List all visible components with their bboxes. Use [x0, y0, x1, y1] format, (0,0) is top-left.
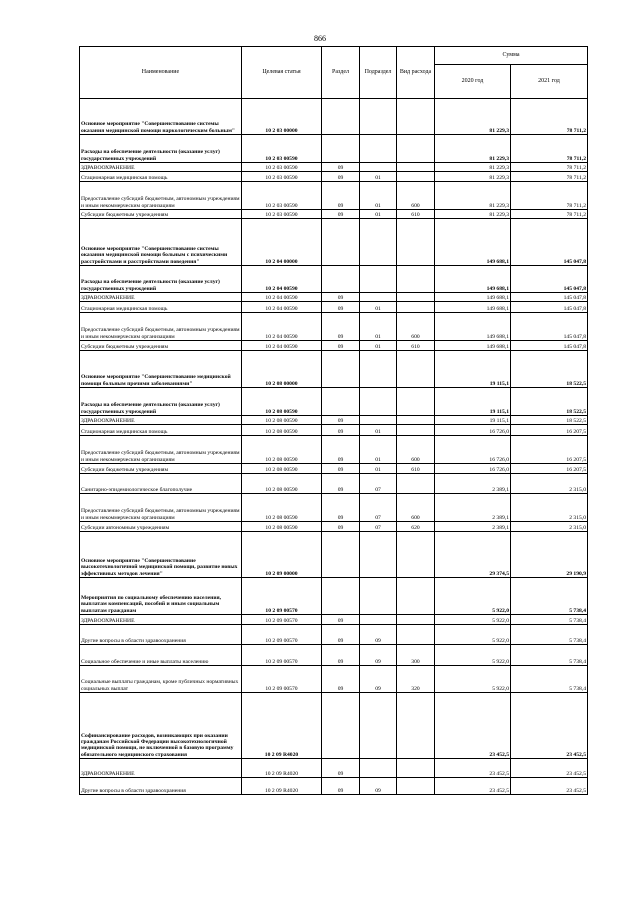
cell-name: Субсидии бюджетным учреждениям [80, 210, 242, 219]
cell-2020: 81 229,3 [435, 210, 511, 219]
cell-target: 10 2 08 00590 [242, 464, 322, 474]
cell-2020: 81 229,3 [435, 99, 511, 135]
cell-exptype [397, 778, 435, 795]
cell-2021: 5 738,4 [511, 578, 588, 615]
cell-subsection: 01 [360, 436, 397, 464]
cell-2020: 23 452,5 [435, 693, 511, 759]
cell-name: Другие вопросы в области здравоохранения [80, 778, 242, 795]
cell-2020: 16 726,0 [435, 425, 511, 436]
cell-target: 10 2 08 00590 [242, 388, 322, 416]
cell-name: Расходы на обеспечение деятельности (оказание услуг) государственных учреждений [80, 388, 242, 416]
cell-exptype: 610 [397, 341, 435, 351]
cell-2021: 29 190,9 [511, 532, 588, 578]
cell-exptype [397, 532, 435, 578]
header-2020: 2020 год [435, 65, 511, 99]
cell-target: 10 2 08 00590 [242, 474, 322, 494]
cell-section: 09 [322, 522, 360, 532]
cell-2021: 18 522,5 [511, 388, 588, 416]
table-row [80, 172, 588, 182]
cell-2020: 2 389,1 [435, 522, 511, 532]
cell-2020: 5 922,0 [435, 615, 511, 625]
cell-section: 09 [322, 778, 360, 795]
table-body [80, 99, 588, 795]
cell-exptype [397, 416, 435, 425]
cell-section: 09 [322, 313, 360, 341]
cell-2020: 16 726,0 [435, 436, 511, 464]
table-row [80, 436, 588, 464]
cell-2021: 78 711,2 [511, 99, 588, 135]
cell-target: 10 2 09 00570 [242, 578, 322, 615]
cell-exptype: 620 [397, 522, 435, 532]
table-row [80, 293, 588, 302]
cell-section [322, 532, 360, 578]
cell-target: 10 2 09 R4020 [242, 778, 322, 795]
cell-section: 09 [322, 645, 360, 666]
cell-target: 10 2 08 00590 [242, 494, 322, 522]
cell-target: 10 2 04 00590 [242, 266, 322, 293]
cell-section: 09 [322, 436, 360, 464]
cell-2020: 149 688,1 [435, 266, 511, 293]
cell-exptype [397, 474, 435, 494]
cell-exptype [397, 172, 435, 182]
table-row [80, 522, 588, 532]
cell-name: Предоставление субсидий бюджетным, автономным учреждениям и иным некоммерческим организациям [80, 494, 242, 522]
cell-subsection: 01 [360, 172, 397, 182]
table-row [80, 666, 588, 693]
cell-exptype [397, 135, 435, 163]
cell-2020: 23 452,5 [435, 759, 511, 778]
cell-exptype [397, 578, 435, 615]
cell-exptype [397, 388, 435, 416]
cell-subsection [360, 693, 397, 759]
cell-2021: 145 047,8 [511, 266, 588, 293]
cell-subsection [360, 416, 397, 425]
cell-subsection [360, 532, 397, 578]
table-row [80, 313, 588, 341]
table-row [80, 759, 588, 778]
cell-exptype: 300 [397, 645, 435, 666]
cell-2021: 78 711,2 [511, 163, 588, 172]
cell-section: 09 [322, 163, 360, 172]
cell-subsection [360, 351, 397, 388]
cell-target: 10 2 03 00590 [242, 172, 322, 182]
cell-target: 10 2 03 00000 [242, 99, 322, 135]
cell-section [322, 135, 360, 163]
cell-2020: 5 922,0 [435, 578, 511, 615]
cell-subsection: 01 [360, 302, 397, 313]
cell-subsection [360, 266, 397, 293]
cell-2021: 2 315,0 [511, 494, 588, 522]
cell-2021: 18 522,5 [511, 351, 588, 388]
cell-section: 09 [322, 759, 360, 778]
cell-subsection [360, 135, 397, 163]
cell-2020: 149 688,1 [435, 219, 511, 266]
cell-2021: 23 452,5 [511, 778, 588, 795]
cell-2020: 19 115,1 [435, 388, 511, 416]
cell-section: 09 [322, 494, 360, 522]
cell-subsection: 09 [360, 625, 397, 645]
cell-exptype: 600 [397, 436, 435, 464]
table-row [80, 778, 588, 795]
table-row [80, 464, 588, 474]
table-row [80, 578, 588, 615]
cell-2020: 2 389,1 [435, 494, 511, 522]
cell-target: 10 2 03 00590 [242, 210, 322, 219]
cell-name: Другие вопросы в области здравоохранения [80, 625, 242, 645]
cell-target: 10 2 09 R4020 [242, 759, 322, 778]
cell-exptype: 600 [397, 313, 435, 341]
cell-subsection: 09 [360, 778, 397, 795]
cell-target: 10 2 04 00590 [242, 313, 322, 341]
cell-exptype: 610 [397, 210, 435, 219]
cell-section: 09 [322, 182, 360, 210]
cell-target: 10 2 04 00590 [242, 341, 322, 351]
table-row [80, 494, 588, 522]
cell-name: Субсидии автономным учреждениям [80, 522, 242, 532]
table-row [80, 416, 588, 425]
cell-exptype [397, 293, 435, 302]
cell-2021: 145 047,8 [511, 302, 588, 313]
cell-target: 10 2 09 00000 [242, 532, 322, 578]
cell-section: 09 [322, 425, 360, 436]
cell-target: 10 2 04 00000 [242, 219, 322, 266]
cell-name: Предоставление субсидий бюджетным, автономным учреждениям и иным некоммерческим организациям [80, 313, 242, 341]
cell-target: 10 2 09 00570 [242, 645, 322, 666]
cell-2021: 145 047,8 [511, 293, 588, 302]
cell-name: ЗДРАВООХРАНЕНИЕ [80, 615, 242, 625]
cell-name: Основное мероприятие "Совершенствование высокотехнологичной медицинской помощи, развитие новых эффективных методов лечения" [80, 532, 242, 578]
cell-2020: 81 229,3 [435, 135, 511, 163]
cell-subsection: 07 [360, 522, 397, 532]
cell-subsection [360, 759, 397, 778]
table-row [80, 474, 588, 494]
cell-2020: 5 922,0 [435, 666, 511, 693]
cell-exptype [397, 759, 435, 778]
cell-target: 10 2 08 00000 [242, 351, 322, 388]
table-row [80, 615, 588, 625]
cell-name: Стационарная медицинская помощь [80, 172, 242, 182]
cell-section: 09 [322, 416, 360, 425]
cell-target: 10 2 08 00590 [242, 425, 322, 436]
cell-section: 09 [322, 341, 360, 351]
cell-section: 09 [322, 615, 360, 625]
cell-subsection: 01 [360, 341, 397, 351]
table-row [80, 532, 588, 578]
cell-2020: 2 389,1 [435, 474, 511, 494]
table-row [80, 388, 588, 416]
cell-section: 09 [322, 293, 360, 302]
cell-subsection: 07 [360, 474, 397, 494]
header-sum: Сумма [435, 47, 588, 65]
cell-exptype [397, 693, 435, 759]
cell-subsection [360, 388, 397, 416]
cell-subsection: 01 [360, 313, 397, 341]
cell-subsection: 07 [360, 494, 397, 522]
header-exptype: Вид расхода [397, 47, 435, 99]
header-section: Раздел [322, 47, 360, 99]
cell-name: Расходы на обеспечение деятельности (оказание услуг) государственных учреждений [80, 135, 242, 163]
cell-exptype: 320 [397, 666, 435, 693]
cell-name: ЗДРАВООХРАНЕНИЕ [80, 163, 242, 172]
cell-2021: 5 738,4 [511, 615, 588, 625]
cell-subsection: 01 [360, 425, 397, 436]
cell-target: 10 2 04 00590 [242, 302, 322, 313]
cell-subsection [360, 293, 397, 302]
cell-2021: 23 452,5 [511, 759, 588, 778]
cell-target: 10 2 04 00590 [242, 293, 322, 302]
cell-2020: 5 922,0 [435, 625, 511, 645]
cell-exptype [397, 425, 435, 436]
cell-name: ЗДРАВООХРАНЕНИЕ [80, 759, 242, 778]
cell-name: Предоставление субсидий бюджетным, автономным учреждениям и иным некоммерческим организациям [80, 436, 242, 464]
cell-section: 09 [322, 302, 360, 313]
cell-2020: 149 688,1 [435, 313, 511, 341]
cell-subsection [360, 219, 397, 266]
cell-section [322, 99, 360, 135]
table-row [80, 135, 588, 163]
cell-section [322, 388, 360, 416]
header-2021: 2021 год [511, 65, 588, 99]
cell-name: Софинансирование расходов, возникающих при оказании гражданам Российской Федерации высокотехнологичной медицинской помощи, не включенной в базовую программу обязательного медицинского страхования [80, 693, 242, 759]
cell-2021: 145 047,8 [511, 341, 588, 351]
cell-name: Предоставление субсидий бюджетным, автономным учреждениям и иным некоммерческим организациям [80, 182, 242, 210]
header-target: Целевая статья [242, 47, 322, 99]
table-row [80, 341, 588, 351]
cell-subsection: 01 [360, 210, 397, 219]
cell-2020: 19 115,1 [435, 416, 511, 425]
cell-section: 09 [322, 172, 360, 182]
cell-2020: 81 229,3 [435, 163, 511, 172]
cell-2021: 16 207,5 [511, 425, 588, 436]
cell-2021: 2 315,0 [511, 522, 588, 532]
cell-section [322, 693, 360, 759]
cell-exptype [397, 351, 435, 388]
header-subsection: Подраздел [360, 47, 397, 99]
cell-name: Социальные выплаты гражданам, кроме публичных нормативных социальных выплат [80, 666, 242, 693]
table-row [80, 99, 588, 135]
cell-2020: 5 922,0 [435, 645, 511, 666]
cell-name: Стационарная медицинская помощь [80, 302, 242, 313]
cell-subsection: 09 [360, 666, 397, 693]
cell-target: 10 2 09 R4020 [242, 693, 322, 759]
cell-2021: 5 738,4 [511, 666, 588, 693]
cell-exptype [397, 266, 435, 293]
cell-2021: 145 047,8 [511, 313, 588, 341]
cell-section [322, 219, 360, 266]
cell-exptype: 600 [397, 494, 435, 522]
cell-name: Субсидии бюджетным учреждениям [80, 464, 242, 474]
table-row [80, 210, 588, 219]
cell-2021: 5 738,4 [511, 645, 588, 666]
cell-section: 09 [322, 464, 360, 474]
cell-subsection [360, 163, 397, 172]
cell-2021: 2 315,0 [511, 474, 588, 494]
cell-name: Основное мероприятие "Совершенствование системы оказания медицинской помощи наркологическим больным" [80, 99, 242, 135]
cell-exptype [397, 219, 435, 266]
cell-2021: 78 711,2 [511, 182, 588, 210]
cell-exptype [397, 615, 435, 625]
cell-name: Социальное обеспечение и иные выплаты населению [80, 645, 242, 666]
cell-2020: 19 115,1 [435, 351, 511, 388]
cell-subsection: 09 [360, 645, 397, 666]
table-row [80, 645, 588, 666]
cell-2021: 145 047,8 [511, 219, 588, 266]
cell-2021: 18 522,5 [511, 416, 588, 425]
cell-subsection: 01 [360, 464, 397, 474]
cell-name: Санитарно-эпидемиологическое благополучие [80, 474, 242, 494]
cell-section: 09 [322, 210, 360, 219]
cell-name: Основное мероприятие "Совершенствование системы оказания медицинской помощи больным с психическими расстройствами и расстройствами поведения" [80, 219, 242, 266]
cell-2021: 78 711,2 [511, 135, 588, 163]
cell-subsection: 01 [360, 182, 397, 210]
cell-subsection [360, 99, 397, 135]
cell-target: 10 2 03 00590 [242, 135, 322, 163]
cell-target: 10 2 03 00590 [242, 163, 322, 172]
cell-name: Мероприятия по социальному обеспечению населения, выплатам компенсаций, пособий и иным социальным выплатам гражданам [80, 578, 242, 615]
cell-section [322, 351, 360, 388]
header-name: Наименование [80, 47, 242, 99]
cell-exptype [397, 302, 435, 313]
cell-section: 09 [322, 474, 360, 494]
cell-exptype [397, 163, 435, 172]
cell-target: 10 2 09 00570 [242, 666, 322, 693]
cell-name: Расходы на обеспечение деятельности (оказание услуг) государственных учреждений [80, 266, 242, 293]
table-row [80, 163, 588, 172]
table-row [80, 625, 588, 645]
table-row [80, 302, 588, 313]
cell-2021: 78 711,2 [511, 172, 588, 182]
cell-name: Основное мероприятие "Совершенствование медицинской помощи больным прочими заболеваниями" [80, 351, 242, 388]
cell-2020: 23 452,5 [435, 778, 511, 795]
cell-exptype: 600 [397, 182, 435, 210]
cell-2021: 23 452,5 [511, 693, 588, 759]
cell-target: 10 2 09 00570 [242, 625, 322, 645]
cell-2021: 5 738,4 [511, 625, 588, 645]
table-row [80, 693, 588, 759]
cell-2020: 81 229,3 [435, 182, 511, 210]
cell-2020: 29 374,5 [435, 532, 511, 578]
cell-section [322, 266, 360, 293]
table-row [80, 266, 588, 293]
cell-section: 09 [322, 666, 360, 693]
budget-table [79, 46, 588, 795]
cell-2020: 149 688,1 [435, 302, 511, 313]
cell-2021: 16 207,5 [511, 436, 588, 464]
cell-2020: 149 688,1 [435, 341, 511, 351]
cell-2020: 16 726,0 [435, 464, 511, 474]
cell-2021: 16 207,5 [511, 464, 588, 474]
table-row [80, 425, 588, 436]
cell-subsection [360, 615, 397, 625]
cell-target: 10 2 08 00590 [242, 416, 322, 425]
cell-exptype: 610 [397, 464, 435, 474]
cell-name: ЗДРАВООХРАНЕНИЕ [80, 416, 242, 425]
cell-exptype [397, 99, 435, 135]
cell-2020: 149 688,1 [435, 293, 511, 302]
page-number: 866 [314, 34, 326, 43]
cell-target: 10 2 08 00590 [242, 436, 322, 464]
table-row [80, 182, 588, 210]
cell-target: 10 2 03 00590 [242, 182, 322, 210]
table-row [80, 351, 588, 388]
cell-exptype [397, 625, 435, 645]
cell-target: 10 2 09 00570 [242, 615, 322, 625]
cell-section [322, 578, 360, 615]
cell-target: 10 2 08 00590 [242, 522, 322, 532]
cell-name: Стационарная медицинская помощь [80, 425, 242, 436]
cell-name: Субсидии бюджетным учреждениям [80, 341, 242, 351]
cell-name: ЗДРАВООХРАНЕНИЕ [80, 293, 242, 302]
cell-2020: 81 229,3 [435, 172, 511, 182]
cell-subsection [360, 578, 397, 615]
cell-2021: 78 711,2 [511, 210, 588, 219]
cell-section: 09 [322, 625, 360, 645]
table-row [80, 219, 588, 266]
